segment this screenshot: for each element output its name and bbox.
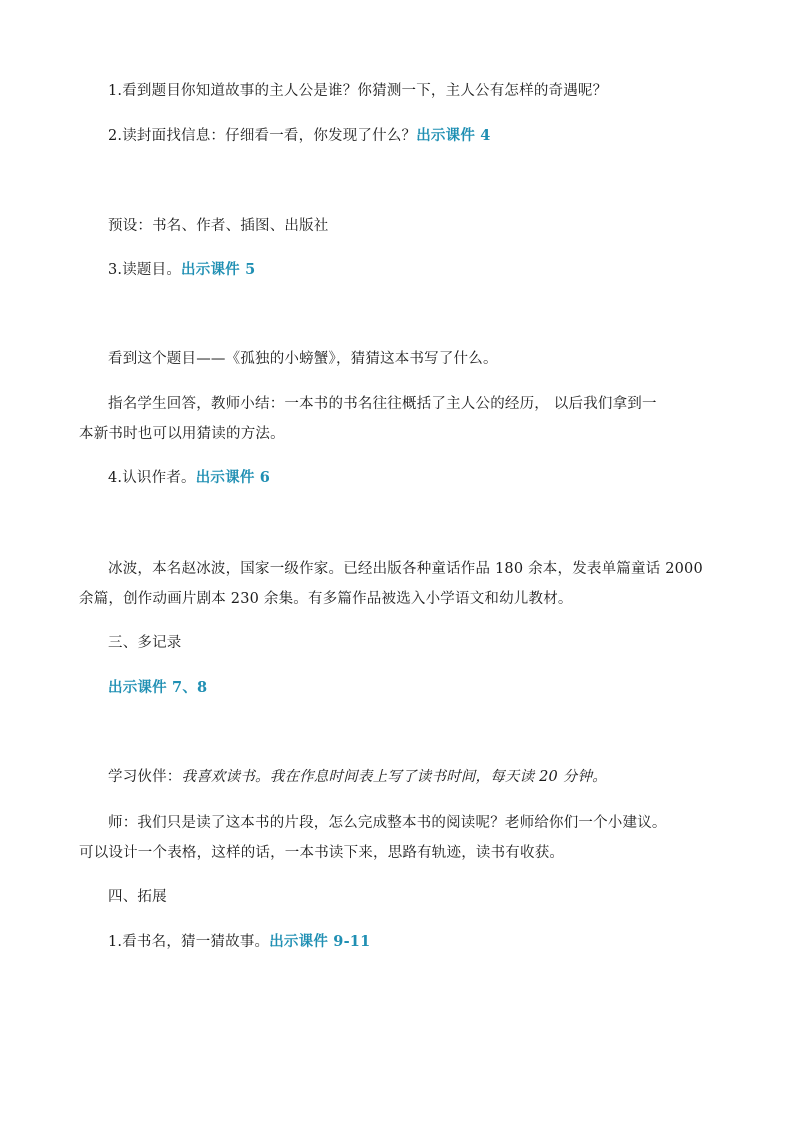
preset-answer	[108, 216, 329, 236]
learning-partner	[108, 767, 607, 787]
section-heading-3	[108, 633, 182, 653]
question-3-text: 3.读题目。	[108, 262, 182, 278]
teacher-advice-line-2	[79, 843, 564, 863]
teacher-advice-line-1	[108, 813, 667, 833]
courseware-link-7-8[interactable]: 出示课件 7、8	[108, 679, 208, 696]
section-heading-4-text: 四、拓展	[108, 889, 167, 905]
question-4-text: 4.认识作者。	[108, 470, 196, 486]
author-intro-text-2: 余篇，创作动画片剧本 230 余集。有多篇作品被选入小学语文和幼儿教材。	[79, 591, 573, 607]
author-intro-line-1	[108, 559, 703, 579]
section-heading-4	[108, 887, 167, 907]
courseware-line-7-8	[108, 678, 207, 698]
extension-1	[108, 932, 370, 952]
courseware-link-9-11[interactable]: 出示课件 9-11	[269, 933, 371, 950]
teacher-advice-text-2: 可以设计一个表格，这样的话，一本书读下来，思路有轨迹，读书有收获。	[79, 845, 565, 861]
question-3	[108, 260, 255, 280]
teacher-summary-line-2	[79, 424, 285, 444]
extension-1-text: 1.看书名，猜一猜故事。	[108, 934, 270, 950]
title-guess-text: 看到这个题目——《孤独的小螃蟹》，猜猜这本书写了什么。	[108, 351, 498, 367]
author-intro-text-1: 冰波，本名赵冰波，国家一级作家。已经出版各种童话作品 180 余本，发表单篇童话 2000	[108, 561, 703, 577]
learning-partner-label: 学习伙伴：	[108, 769, 182, 785]
courseware-link-4[interactable]: 出示课件 4	[416, 127, 491, 144]
teacher-advice-text-1: 师：我们只是读了这本书的片段，怎么完成整本书的阅读呢？老师给你们一个小建议。	[108, 815, 667, 831]
title-guess	[108, 349, 498, 369]
question-4	[108, 468, 270, 488]
question-2	[108, 126, 491, 146]
courseware-link-5[interactable]: 出示课件 5	[181, 261, 256, 278]
teacher-summary-text-2: 本新书时也可以用猜读的方法。	[79, 426, 285, 442]
teacher-summary-line-1	[108, 394, 657, 414]
author-intro-line-2	[79, 589, 573, 609]
question-2-text: 2.读封面找信息：仔细看一看，你发现了什么？	[108, 128, 417, 144]
learning-partner-text: 我喜欢读书。我在作息时间表上写了读书时间，每天读 20 分钟。	[181, 769, 607, 785]
question-1	[108, 81, 607, 101]
section-heading-3-text: 三、多记录	[108, 635, 182, 651]
courseware-link-6[interactable]: 出示课件 6	[195, 469, 271, 486]
preset-answer-text: 预设：书名、作者、插图、出版社	[108, 218, 329, 234]
question-1-text: 1.看到题目你知道故事的主人公是谁？你猜测一下，主人公有怎样的奇遇呢？	[108, 83, 608, 99]
teacher-summary-text-1: 指名学生回答，教师小结：一本书的书名往往概括了主人公的经历， 以后我们拿到一	[108, 396, 657, 412]
